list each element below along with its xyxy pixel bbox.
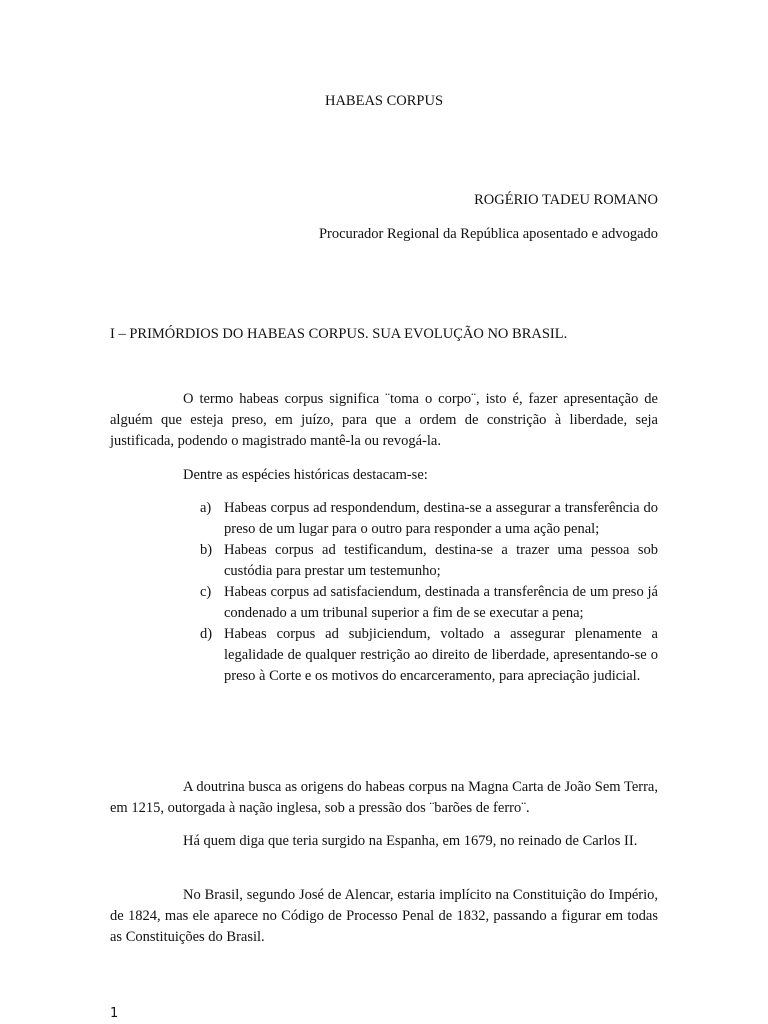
list-item [110, 540, 658, 582]
intro-paragraph-block [110, 389, 658, 452]
later-paragraph-3 [110, 885, 658, 948]
page-number: 1 [110, 1006, 119, 1021]
list-item [110, 582, 658, 624]
document-title: HABEAS CORPUS [324, 93, 444, 109]
section-heading: I – PRIMÓRDIOS DO HABEAS CORPUS. SUA EVOLUÇÃO NO BRASIL. [110, 326, 568, 342]
list-item-text: Habeas corpus ad satisfaciendum, destinada a transferência de um preso já condenado a um tribunal superior a fim de se executar a pena; [224, 584, 658, 621]
list-intro: Dentre as espécies históricas destacam-se: [183, 467, 428, 483]
paragraph: A doutrina busca as origens do habeas corpus na Magna Carta de João Sem Terra, em 1215, outorgada à nação inglesa, sob a pressão dos ¨barões de ferro¨. [110, 779, 658, 816]
list-marker: d) [200, 626, 213, 642]
paragraph: No Brasil, segundo José de Alencar, estaria implícito na Constituição do Império, de 1824, mas ele aparece no Código de Processo Penal de 1832, passando a figurar em todas as Constituições do Brasil. [110, 887, 658, 945]
paragraph: Há quem diga que teria surgido na Espanha, em 1679, no reinado de Carlos II. [183, 833, 638, 849]
species-list [110, 498, 658, 687]
later-paragraph-2 [110, 831, 658, 852]
list-marker: b) [200, 542, 213, 558]
author-affiliation: Procurador Regional da República aposentado e advogado [318, 226, 658, 242]
paragraph: O termo habeas corpus significa ¨toma o corpo¨, isto é, fazer apresentação de alguém que esteja preso, em juízo, para que a ordem de constrição à liberdade, seja justificada, podendo o magistrado mantê-la ou revogá-la. [110, 391, 658, 449]
list-item-text: Habeas corpus ad subjiciendum, voltado a assegurar plenamente a legalidade de qualquer restrição ao direito de liberdade, apresentando-se o preso à Corte e os motivos do encarceramento, para apreciação judicial. [224, 626, 658, 684]
later-paragraph-1 [110, 777, 658, 819]
list-marker: a) [200, 500, 212, 516]
list-item-text: Habeas corpus ad respondendum, destina-se a assegurar a transferência do preso de um lugar para o outro para responder a uma ação penal; [224, 500, 658, 537]
list-item-text: Habeas corpus ad testificandum, destina-se a trazer uma pessoa sob custódia para prestar um testemunho; [224, 542, 658, 579]
list-item [110, 498, 658, 540]
list-item [110, 624, 658, 687]
list-marker: c) [200, 584, 212, 600]
author-name: ROGÉRIO TADEU ROMANO [474, 192, 658, 208]
